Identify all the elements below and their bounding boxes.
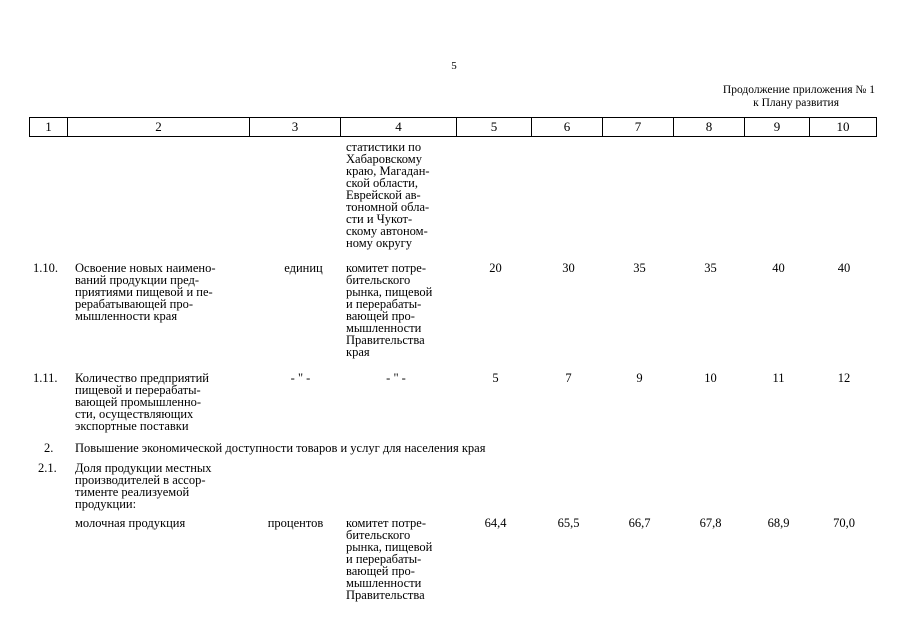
text-line: ваний продукции пред-	[75, 273, 200, 287]
text-line: и перерабаты-	[346, 552, 422, 566]
carryover-responsible	[346, 141, 430, 249]
text-line: производителей в ассор-	[75, 473, 206, 487]
row-1-11-value-8: 10	[704, 371, 717, 385]
row-1-11-value-10: 12	[837, 371, 851, 385]
text-line: приятиями пищевой и пе-	[75, 285, 213, 299]
text-line: комитет потре-	[346, 261, 426, 275]
text-line: вающей про-	[346, 564, 415, 578]
header-col-5: 5	[457, 118, 532, 136]
table-header	[29, 117, 877, 137]
row-1-11-value-5: 5	[492, 371, 499, 385]
header-col-2: 2	[68, 118, 250, 136]
header-col-3: 3	[250, 118, 341, 136]
text-line: пищевой и перерабаты-	[75, 383, 201, 397]
text-line: сти и Чукот-	[346, 212, 413, 226]
continuation-note-line2: к Плану развития	[753, 97, 839, 109]
text-line: бительского	[346, 528, 411, 542]
page-number: 5	[451, 60, 457, 72]
section-2-title: Повышение экономической доступности товаров и услуг для населения края	[75, 441, 486, 455]
continuation-note	[660, 84, 875, 110]
text-line: скому автоном-	[346, 224, 428, 238]
text-line: краю, Магадан-	[346, 164, 430, 178]
row-1-10-value-8: 35	[704, 261, 717, 275]
header-col-6: 6	[532, 118, 603, 136]
row-milk-value-8: 67,8	[699, 516, 722, 530]
row-1-10-responsible	[346, 262, 432, 358]
text-line: рынка, пищевой	[346, 285, 433, 299]
row-1-10-name	[75, 262, 216, 322]
text-line: комитет потре-	[346, 516, 426, 530]
row-milk-value-6: 65,5	[557, 516, 580, 530]
text-line: мышленности края	[75, 309, 178, 323]
header-col-7: 7	[603, 118, 674, 136]
row-milk-value-5: 64,4	[484, 516, 507, 530]
row-1-10-number: 1.10.	[33, 261, 58, 275]
row-milk-value-10: 70,0	[833, 516, 855, 530]
row-1-10-value-10: 40	[837, 261, 851, 275]
row-2-1-number: 2.1.	[38, 461, 57, 475]
row-1-10-value-9: 40	[772, 261, 785, 275]
text-line: рынка, пищевой	[346, 540, 433, 554]
text-line: мышленности	[346, 321, 422, 335]
text-line: бительского	[346, 273, 411, 287]
text-line: ской области,	[346, 176, 418, 190]
row-1-11-value-7: 9	[636, 371, 643, 385]
row-1-11-value-6: 7	[565, 371, 572, 385]
text-line: тименте реализуемой	[75, 485, 190, 499]
row-milk-value-9: 68,9	[767, 516, 790, 530]
row-milk-name: молочная продукция	[75, 516, 186, 530]
row-1-11-name	[75, 372, 209, 432]
row-1-10-value-5: 20	[489, 261, 502, 275]
row-milk-unit: процентов	[267, 516, 324, 530]
text-line: Еврейской ав-	[346, 188, 421, 202]
text-line: статистики по	[346, 140, 422, 154]
text-line: экспортные поставки	[75, 419, 189, 433]
text-line: тономной обла-	[346, 200, 430, 214]
row-1-11-number: 1.11.	[33, 371, 58, 385]
text-line: ному округу	[346, 236, 413, 250]
text-line: Количество предприятий	[75, 371, 209, 385]
row-1-10-value-6: 30	[562, 261, 575, 275]
header-col-8: 8	[674, 118, 745, 136]
row-1-11-unit: - " -	[290, 371, 311, 385]
text-line: и перерабаты-	[346, 297, 422, 311]
row-milk-responsible	[346, 517, 432, 601]
text-line: вающей промышленно-	[75, 395, 202, 409]
header-col-1: 1	[30, 118, 68, 136]
continuation-note-line1: Продолжение приложения № 1	[722, 84, 875, 96]
row-1-10-unit: единиц	[284, 261, 323, 275]
text-line: мышленности	[346, 576, 422, 590]
text-line: вающей про-	[346, 309, 415, 323]
row-1-10-value-7: 35	[633, 261, 646, 275]
row-2-1-name	[75, 462, 212, 510]
text-line: края	[346, 345, 370, 359]
text-line: Доля продукции местных	[75, 461, 212, 475]
text-line: Правительства	[346, 588, 425, 602]
text-line: сти, осуществляющих	[75, 407, 194, 421]
header-col-4: 4	[341, 118, 457, 136]
row-1-11-value-9: 11	[772, 371, 785, 385]
section-2-number: 2.	[44, 441, 54, 455]
row-milk-value-7: 66,7	[628, 516, 651, 530]
row-1-11-responsible: - " -	[386, 371, 406, 385]
text-line: Хабаровскому	[346, 152, 422, 166]
text-line: Правительства	[346, 333, 425, 347]
header-col-10: 10	[836, 119, 850, 134]
text-line: рерабатывающей про-	[75, 297, 194, 311]
header-col-9: 9	[745, 118, 810, 136]
text-line: продукции:	[75, 497, 137, 511]
text-line: Освоение новых наимено-	[75, 261, 216, 275]
